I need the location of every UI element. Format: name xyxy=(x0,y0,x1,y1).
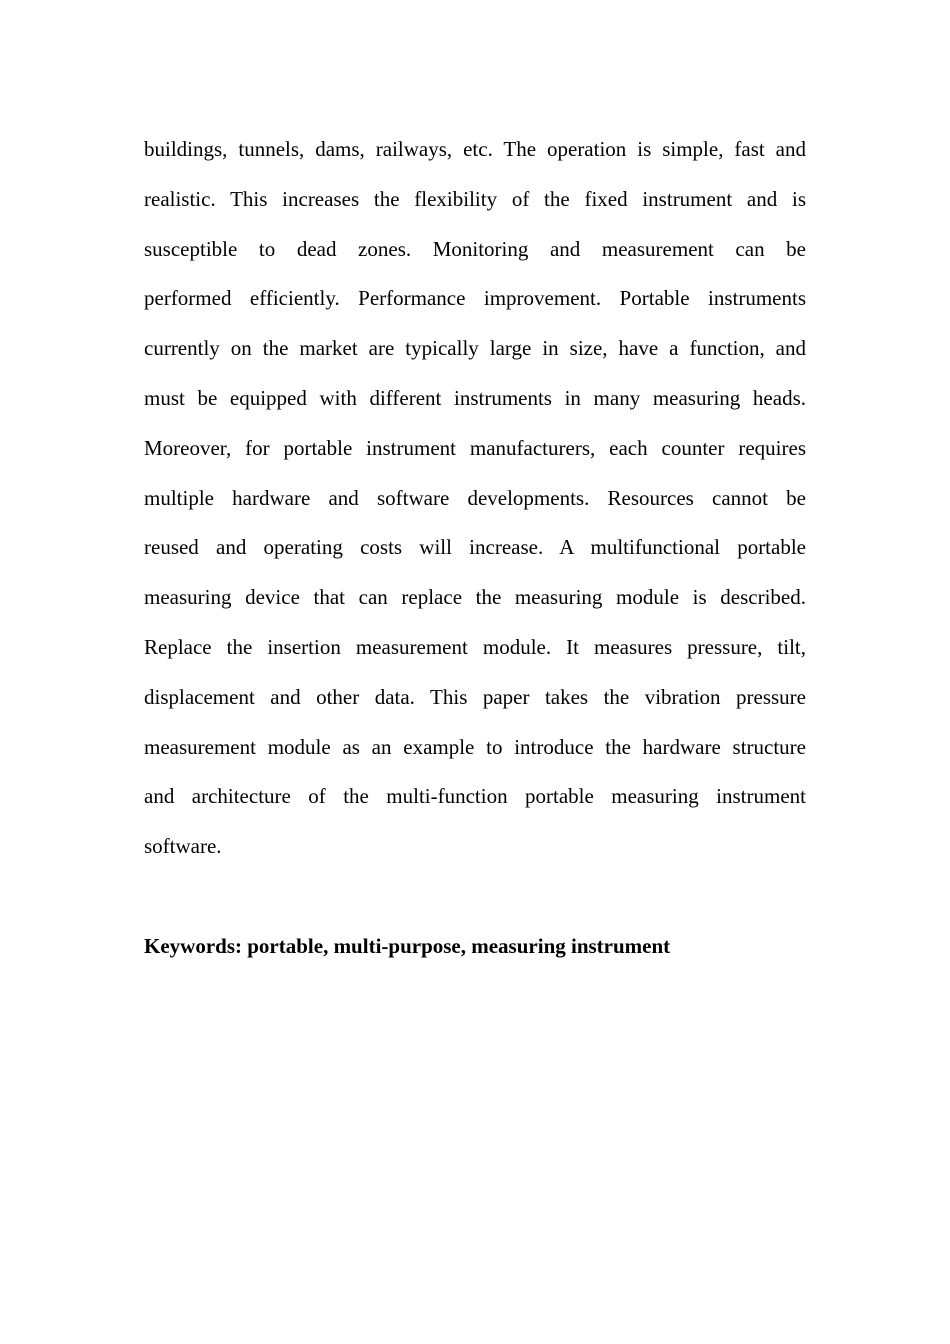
paragraph-line: measurement module as an example to introduce the hardware structure xyxy=(144,734,806,759)
paragraph-line: Replace the insertion measurement module. It measures pressure, tilt, xyxy=(144,634,806,659)
paragraph-line: must be equipped with different instruments in many measuring heads. xyxy=(144,385,806,410)
paragraph-line: realistic. This increases the flexibility of the fixed instrument and is xyxy=(144,186,806,211)
paragraph-line: susceptible to dead zones. Monitoring and measurement can be xyxy=(144,236,806,261)
paragraph-line: and architecture of the multi-function portable measuring instrument xyxy=(144,784,806,809)
paragraph-line: Moreover, for portable instrument manufacturers, each counter requires xyxy=(144,435,806,460)
paragraph-line: multiple hardware and software developments. Resources cannot be xyxy=(144,485,806,510)
paragraph-line: currently on the market are typically large in size, have a function, and xyxy=(144,336,806,361)
abstract-paragraph xyxy=(144,125,806,872)
paragraph-line: reused and operating costs will increase. A multifunctional portable xyxy=(144,535,806,560)
paragraph-line-last: software. xyxy=(144,834,222,859)
paragraph-line: performed efficiently. Performance improvement. Portable instruments xyxy=(144,286,806,311)
paragraph-line: buildings, tunnels, dams, railways, etc. The operation is simple, fast and xyxy=(144,137,806,161)
keywords-line: Keywords: portable, multi-purpose, measuring instrument xyxy=(144,934,671,958)
paragraph-line: measuring device that can replace the measuring module is described. xyxy=(144,585,806,610)
paragraph-line: displacement and other data. This paper takes the vibration pressure xyxy=(144,684,806,709)
